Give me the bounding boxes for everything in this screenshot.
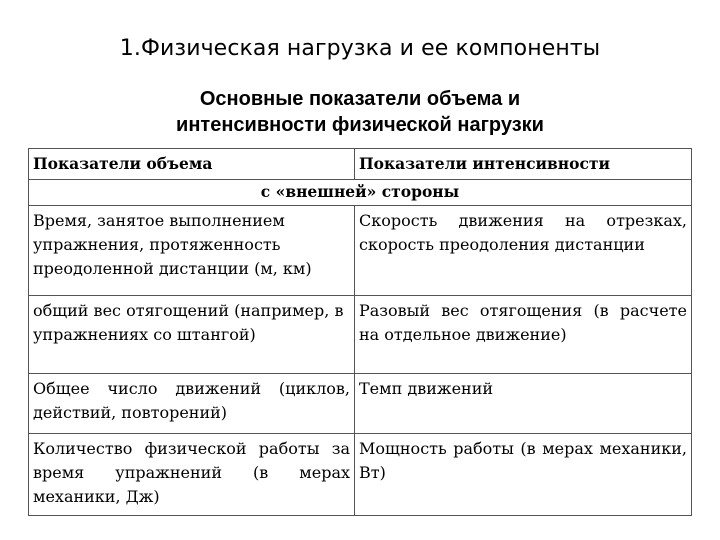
table-title xyxy=(100,86,620,138)
cell-intensity: Скорость движения на отрезках, скорость преодоления дистанции xyxy=(355,206,692,296)
cell-volume: общий вес отягощений (например, в упражнениях со штангой) xyxy=(29,296,355,374)
table-row xyxy=(29,434,692,516)
section-external: с «внешней» стороны xyxy=(29,180,692,206)
section-row xyxy=(29,180,692,206)
header-row xyxy=(29,149,692,180)
table-title-line-1: Основные показатели объема и xyxy=(199,88,521,110)
table-title-line-2: интенсивности физической нагрузки xyxy=(176,114,544,136)
table-row xyxy=(29,206,692,296)
table-row xyxy=(29,296,692,374)
table-row xyxy=(29,374,692,434)
cell-volume: Время, занятое выполнением упражнения, протяженность преодоленной дистанции (м, км) xyxy=(29,206,355,296)
cell-volume: Общее число движений (циклов, действий, повторений) xyxy=(29,374,355,434)
cell-intensity: Темп движений xyxy=(355,374,692,434)
indicators-table xyxy=(28,148,692,516)
header-intensity: Показатели интенсивности xyxy=(355,149,692,180)
cell-volume: Количество физической работы за время упражнений (в мерах механики, Дж) xyxy=(29,434,355,516)
slide-title: 1.Физическая нагрузка и ее компоненты xyxy=(119,36,601,61)
header-volume: Показатели объема xyxy=(29,149,355,180)
cell-intensity: Разовый вес отягощения (в расчете на отдельное движение) xyxy=(355,296,692,374)
cell-intensity: Мощность работы (в мерах механики, Вт) xyxy=(355,434,692,516)
